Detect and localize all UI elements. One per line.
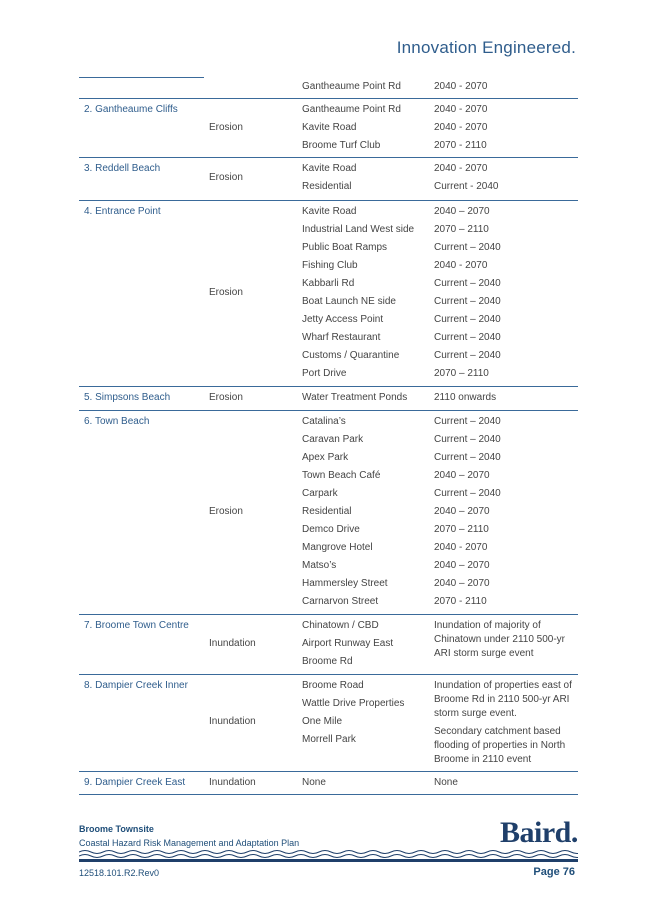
timeframe-cell: 2110 onwards <box>434 392 497 403</box>
timeframe-cell: Current - 2040 <box>434 181 499 192</box>
asset-cell: Residential <box>302 181 352 192</box>
hazard-cell: Inundation <box>209 777 256 788</box>
table-group <box>79 675 578 772</box>
top-rule <box>79 77 204 78</box>
asset-cell: None <box>302 777 326 788</box>
asset-cell: Gantheaume Point Rd <box>302 104 401 115</box>
asset-cell: Gantheaume Point Rd <box>302 81 401 92</box>
table-group <box>79 158 578 201</box>
timeframe-cell: 2040 - 2070 <box>434 104 488 115</box>
risk-table <box>79 80 578 795</box>
impact-note: Secondary catchment based flooding of properties in North Broome in 2110 event <box>434 726 566 765</box>
asset-cell: Residential <box>302 506 352 517</box>
timeframe-cell: 2040 - 2070 <box>434 163 488 174</box>
hazard-cell: Erosion <box>209 392 243 403</box>
asset-cell: Broome Turf Club <box>302 140 381 151</box>
asset-cell: Chinatown / CBD <box>302 620 379 631</box>
asset-cell: Kabbarli Rd <box>302 278 355 289</box>
asset-cell: One Mile <box>302 716 343 727</box>
asset-cell: Catalina’s <box>302 416 346 427</box>
hazard-cell: Inundation <box>209 716 256 727</box>
asset-cell: Caravan Park <box>302 434 364 445</box>
timeframe-cell: Current – 2040 <box>434 488 501 499</box>
table-group <box>79 387 578 411</box>
asset-cell: Kavite Road <box>302 206 357 217</box>
timeframe-cell: None <box>434 777 458 788</box>
timeframe-cell: 2040 - 2070 <box>434 260 488 271</box>
asset-cell: Broome Road <box>302 680 364 691</box>
area-cell: 2. Gantheaume Cliffs <box>84 104 178 115</box>
asset-cell: Wharf Restaurant <box>302 332 381 343</box>
timeframe-cell: 2070 – 2110 <box>434 368 489 379</box>
asset-cell: Airport Runway East <box>302 638 394 649</box>
area-cell: 3. Reddell Beach <box>84 163 161 174</box>
document-number: 12518.101.R2.Rev0 <box>79 868 160 878</box>
asset-cell: Demco Drive <box>302 524 360 535</box>
timeframe-cell: 2040 – 2070 <box>434 206 490 217</box>
timeframe-cell: 2070 – 2110 <box>434 524 489 535</box>
area-cell: 4. Entrance Point <box>84 206 161 217</box>
timeframe-cell: 2040 – 2070 <box>434 578 490 589</box>
asset-cell: Boat Launch NE side <box>302 296 396 307</box>
hazard-cell: Erosion <box>209 287 243 298</box>
asset-cell: Kavite Road <box>302 163 357 174</box>
page-number: Page 76 <box>533 866 575 878</box>
timeframe-cell: 2040 - 2070 <box>434 542 488 553</box>
table-group <box>79 201 578 387</box>
asset-cell: Hammersley Street <box>302 578 388 589</box>
timeframe-cell: 2040 - 2070 <box>434 81 488 92</box>
asset-cell: Carnarvon Street <box>302 596 379 607</box>
asset-cell: Industrial Land West side <box>302 224 415 235</box>
asset-cell: Port Drive <box>302 368 347 379</box>
timeframe-cell: 2070 – 2110 <box>434 224 489 235</box>
timeframe-cell: Current – 2040 <box>434 434 501 445</box>
asset-cell: Wattle Drive Properties <box>302 698 405 709</box>
table-group <box>79 411 578 615</box>
baird-logo: Baird. <box>500 816 578 849</box>
asset-cell: Jetty Access Point <box>302 314 384 325</box>
asset-cell: Morrell Park <box>302 734 356 745</box>
footer-subtitle: Coastal Hazard Risk Management and Adaptation Plan <box>79 838 300 848</box>
hazard-cell: Erosion <box>209 122 243 133</box>
timeframe-cell: 2040 – 2070 <box>434 560 490 571</box>
asset-cell: Town Beach Café <box>302 470 381 481</box>
timeframe-cell: 2070 - 2110 <box>434 596 487 607</box>
footer-waves <box>79 848 578 862</box>
area-cell: 6. Town Beach <box>84 416 150 427</box>
table-group <box>79 80 578 99</box>
timeframe-cell: Current – 2040 <box>434 350 501 361</box>
asset-cell: Matso’s <box>302 560 337 571</box>
asset-cell: Public Boat Ramps <box>302 242 388 253</box>
asset-cell: Carpark <box>302 488 338 499</box>
hazard-cell: Inundation <box>209 638 256 649</box>
timeframe-cell: Current – 2040 <box>434 452 501 463</box>
table-group <box>79 772 578 795</box>
hazard-cell: Erosion <box>209 172 243 183</box>
timeframe-cell: 2040 – 2070 <box>434 506 490 517</box>
asset-cell: Water Treatment Ponds <box>302 392 408 403</box>
area-cell: 5. Simpsons Beach <box>84 392 171 403</box>
timeframe-cell: Current – 2040 <box>434 296 501 307</box>
asset-cell: Mangrove Hotel <box>302 542 373 553</box>
table-group <box>79 615 578 675</box>
timeframe-cell: Current – 2040 <box>434 416 501 427</box>
impact-note: Inundation of majority of Chinatown under 2110 500-yr ARI storm surge event <box>434 620 566 659</box>
asset-cell: Customs / Quarantine <box>302 350 400 361</box>
area-cell: 7. Broome Town Centre <box>84 620 189 631</box>
impact-note: Inundation of properties east of Broome Rd in 2110 500-yr ARI storm surge event. <box>434 680 572 719</box>
area-cell: 8. Dampier Creek Inner <box>84 680 188 691</box>
timeframe-cell: Current – 2040 <box>434 242 501 253</box>
timeframe-cell: Current – 2040 <box>434 278 501 289</box>
timeframe-cell: 2040 - 2070 <box>434 122 488 133</box>
asset-cell: Kavite Road <box>302 122 357 133</box>
footer-title: Broome Townsite <box>79 824 154 834</box>
header-tagline: Innovation Engineered. <box>396 38 576 57</box>
asset-cell: Fishing Club <box>302 260 358 271</box>
hazard-cell: Erosion <box>209 506 243 517</box>
area-cell: 9. Dampier Creek East <box>84 777 186 788</box>
asset-cell: Broome Rd <box>302 656 353 667</box>
timeframe-cell: Current – 2040 <box>434 332 501 343</box>
timeframe-cell: Current – 2040 <box>434 314 501 325</box>
timeframe-cell: 2070 - 2110 <box>434 140 487 151</box>
asset-cell: Apex Park <box>302 452 349 463</box>
timeframe-cell: 2040 – 2070 <box>434 470 490 481</box>
table-group <box>79 99 578 158</box>
